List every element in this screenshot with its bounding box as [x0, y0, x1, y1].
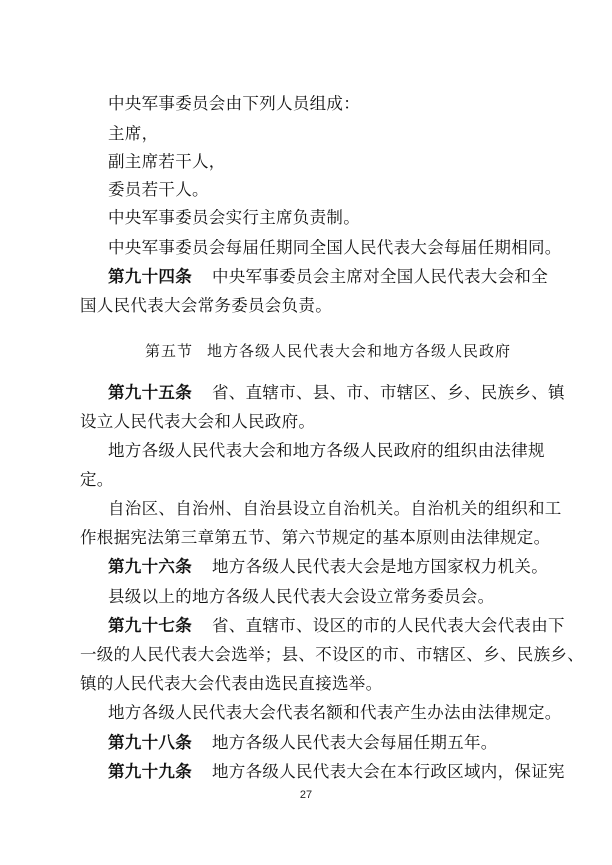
paragraph-line: 副主席若干人，: [108, 152, 226, 171]
paragraph-line: 作根据宪法第三章第五节、第六节规定的基本原则由法律规定。: [80, 528, 551, 547]
paragraph-line: 自治区、自治州、自治县设立自治机关。自治机关的组织和工: [108, 499, 562, 518]
article-line: [108, 557, 578, 577]
article-line: [108, 616, 578, 636]
article-text: 地方各级人民代表大会是地方国家权力机关。: [212, 557, 548, 576]
paragraph-line: 中央军事委员会实行主席负责制。: [108, 208, 360, 227]
article-line: [108, 762, 578, 782]
paragraph-line: 一级的人民代表大会选举；县、不设区的市、市辖区、乡、民族乡、: [80, 645, 584, 664]
paragraph-line: 国人民代表大会常务委员会负责。: [80, 296, 332, 315]
paragraph-line: 中央军事委员会每届任期同全国人民代表大会每届任期相同。: [108, 238, 562, 257]
section-number: 第五节: [144, 342, 193, 360]
paragraph-line: 设立人民代表大会和人民政府。: [80, 412, 316, 431]
article-line: [108, 383, 578, 403]
article-text: 地方各级人民代表大会在本行政区域内，保证宪: [212, 762, 565, 781]
article-number: 第九十八条: [108, 733, 192, 752]
article-number: 第九十六条: [108, 557, 192, 576]
article-number: 第九十五条: [108, 383, 192, 402]
paragraph-line: 县级以上的地方各级人民代表大会设立常务委员会。: [108, 587, 495, 606]
page-number: 27: [299, 789, 313, 801]
article-text: 地方各级人民代表大会每届任期五年。: [212, 733, 498, 752]
paragraph-line: 地方各级人民代表大会代表名额和代表产生办法由法律规定。: [108, 703, 562, 722]
paragraph-line: 镇的人民代表大会代表由选民直接选举。: [80, 674, 383, 693]
article-text: 中央军事委员会主席对全国人民代表大会和全: [212, 267, 548, 286]
article-number: 第九十七条: [108, 616, 192, 635]
paragraph-line: 主席，: [108, 124, 159, 143]
section-title: 地方各级人民代表大会和地方各级人民政府: [207, 342, 512, 360]
article-text: 省、直辖市、设区的市的人民代表大会代表由下: [212, 616, 565, 635]
article-text: 省、直辖市、县、市、市辖区、乡、民族乡、镇: [212, 383, 565, 402]
paragraph-line: 中央军事委员会由下列人员组成：: [108, 94, 360, 113]
paragraph-line: 地方各级人民代表大会和地方各级人民政府的组织由法律规: [108, 441, 545, 460]
section-heading: [108, 341, 548, 361]
paragraph-line: 委员若干人。: [108, 180, 209, 199]
article-number: 第九十四条: [108, 267, 192, 286]
article-line: [108, 733, 578, 753]
paragraph-line: 定。: [80, 470, 114, 489]
article-line: [108, 267, 578, 287]
article-number: 第九十九条: [108, 762, 192, 781]
